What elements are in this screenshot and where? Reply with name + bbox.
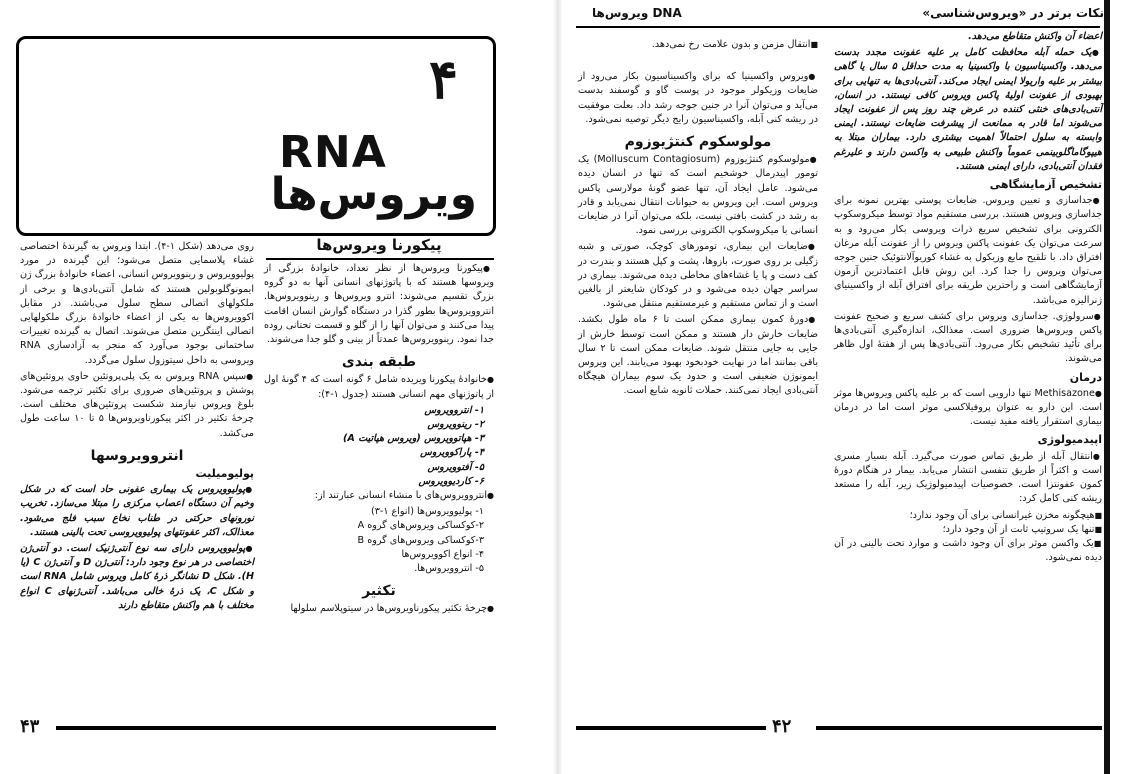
epidemiology-text: ● انتقال آبله از طریق تماس صورت می‌گیرد. آبله بسیار مسری است و اکثراً از طریق تنفسی انتشار می‌یابد. بیمار در هنگام دورهٔ کمون عفونتزا است. خصوصیات اپیدمیولوژیک زیر، آبله را مستعد ریشه کنی کامل کرد: xyxy=(834,450,1102,507)
genus-item: ۶- کاردیوویروس xyxy=(418,475,484,487)
polio-heading: پولیومیلیت xyxy=(195,467,254,481)
enterovirus-heading: انتروویروسها xyxy=(90,447,184,464)
left-page-left-column xyxy=(20,240,254,615)
heading-rule xyxy=(266,258,494,260)
genus-item: ۱- انتروویروس xyxy=(424,404,484,416)
enterovirus-item: ۴- انواع اکوویروس‌ها xyxy=(401,548,484,560)
genus-item: ۳- هپاتوویروس (ویروس هپاتیت A) xyxy=(343,433,484,445)
chapter-rna-label: RNA xyxy=(279,127,387,178)
footer-bar xyxy=(56,726,496,730)
transmission-bullet: ■ انتقال مزمن و بدون علامت رخ نمی‌دهد. xyxy=(578,38,818,52)
immunity-text: ● یک حمله آبله محافظت کامل بر علیه عفونت مجدد بدست می‌دهد. واکسیناسیون با واکسینیا به مدت حداقل ۵ سال یا گاهی بیشتر بر علیه واریولا ایمنی ایجاد می‌کند. آنتی‌بادی‌ها به تنهایی برای بهبودی از عفونت اولیهٔ پاکس ویروس کافی نیستند. در انسان، آنتی‌بادی‌های خنثی کننده در عرض چند روز پس از عفونت ایجاد می‌شوند اما قادر به ممانعت از پیشرفت ضایعات نیستند. ایمنی وابسته به سلول احتمالاً اهمیت بیشتری دارد. بیماران مبتلا به هیپوگاماگلوبینمی عموماً واکنش طبیعی به واکسن دارند و علیرغم فقدان آنتی‌بادی، دارای ایمنی هستند. xyxy=(834,46,1102,174)
replication-continued: روی می‌دهد (شکل ۱-۴). ابتدا ویروس به گیرندهٔ اختصاصی غشاء پلاسمایی متصل می‌شود؛ این گیرنده در مورد پولیوویروس و رینوویروس انسانی، اعضاء خانوادهٔ بزرگ ژن ایمونوگلوبولین هستند که شامل آنتی‌بادی‌ها و برخی از ملکولهای اتصالی سطح سلول می‌باشند. در مقابل اکوویروس‌ها به یکی از اعضاء خانوادهٔ بزرگ ملکولهایی اتصالی اینتگرین متصل می‌شوند. اتصال به گیرنده تغییرات ساختمانی بوجود می‌آورد که منجر به آزادسازی RNA ویروسی به داخل سیتوزول سلول می‌گردد. xyxy=(20,241,254,366)
page-number: ۴۲ xyxy=(772,716,792,737)
running-head-chapter: DNA ویروس‌ها xyxy=(592,6,682,20)
molluscum-heading: مولوسکوم کنتژیوزوم xyxy=(624,134,772,151)
header-rule xyxy=(576,26,1100,28)
footer-bar xyxy=(576,726,766,730)
polio-text: ● پولیوویروس یک بیماری عفونی حاد است که در شکل وخیم آن دستگاه اعصاب مرکزی را مبتلا می‌سازد. تخریب نورونهای حرکتی در طناب نخاع سبب فلج می‌شود. معذالک، اکثر عفونتهای پولیوویروسی تحت بالینی هستند. xyxy=(20,483,254,540)
section-heading-picornavirus: پیکورنا ویروس‌ها xyxy=(316,236,442,254)
vaccinia-text: ● ویروس واکسینیا که برای واکسیناسیون بکار می‌رود از ضایعات وزیکولر موجود در پوست گاو و گوسفند بدست می‌آید و می‌توان آنرا در جنین جوجه رشد داد. بعلت موفقیت در ریشه کنی آبله، واکسیناسیون رایج دیگر توصیه نمی‌شود. xyxy=(578,70,818,127)
treatment-heading: درمان xyxy=(1069,370,1102,384)
polio-antigen-text: ● پولیوویروس دارای سه نوع آنتی‌ژنیک است. دو آنتی‌ژن اختصاصی در هر نوع وجود دارد: آنتی‌ژن D و آنتی‌ژن C (یا H). شکل D نشانگر ذرهٔ کامل ویروس شامل RNA است و شکل C، یک ذرهٔ خالی می‌باشد. آنتی‌ژنهای C انواع مختلف با هم واکنش متقاطع دارند xyxy=(20,542,254,613)
left-page-right-column xyxy=(264,262,494,619)
epidemiology-bullet: ■ هیچگونه مخزن غیرانسانی برای آن وجود ندارد؛ xyxy=(834,509,1102,523)
lesions-text: ● ضایعات این بیماری، تومورهای کوچک، صورتی و شبه زگیلی بر روی صورت، بازوها، پشت و کپل هستند و بندرت در کف دست و پا یا غشاءهای مخاطی دیده می‌شوند. بیماری در سراسر جهان دیده می‌شود و در کودکان شایعتر از بالغین است و از تماس مستقیم و غیرمستقیم منتقل می‌شود. xyxy=(578,240,818,311)
serology-text: ● سرولوژی. جداسازی ویروس برای کشف سریع و صحیح عفونت پاکس ویروس‌ها ضروری است. معذالک، اندازه‌گیری آنتی‌بادی‌ها برای تأئید تشخیص بکار می‌رود. آنتی‌بادی‌ها پس از هفتهٔ اول ظاهر می‌شوند. xyxy=(834,310,1102,367)
polyprotein-text: ● سپس RNA ویروس به یک پلی‌پروتئین حاوی پروتئین‌های پوشش و پروتئین‌های ضروری برای تکثیر ترجمه می‌شود. بلوغ ویروس نیازمند شکست پروتئین‌های مختلف است. چرخهٔ تکثیر در اکثر پیکورناویروس‌ها ۵ تا ۱۰ ساعت طول می‌کشد. xyxy=(20,370,254,441)
cross-reaction-text: اعضاء آن واکنش متقاطع می‌دهد. xyxy=(968,31,1102,42)
enterovirus-item: ۲-کوکساکی ویروس‌های گروه A xyxy=(357,520,484,532)
molluscum-text: ● مولوسکوم کنتژیوزوم (Molluscum Contagiosum) یک تومور اپیدرمال خوشخیم است که تنها در انسان دیده می‌شود. عامل ایجاد آن، تنها عضو گونهٔ مولارسی پاکس ویروس است. این ویروس به حیوانات انتقال نمی‌یابد و قادر به رشد در کشت بافتی نیست، بلکه می‌توان آنرا در ضایعات انسانی با میکروسکوپ الکترونی بررسی نمود. xyxy=(578,153,818,238)
epidemiology-bullet: ■ یک واکسن موثر برای آن وجود داشت و موارد تحت بالینی در آن دیده نمی‌شود. xyxy=(834,537,1102,565)
page-footer xyxy=(16,716,496,737)
book-spine-edge xyxy=(1104,0,1110,774)
replication-text: ● چرخهٔ تکثیر پیکورناویروس‌ها در سیتوپلاسم سلولها xyxy=(264,602,494,616)
right-page-left-column xyxy=(578,38,818,401)
running-head-book-title: نکات برتر در «ویروس‌شناسی» xyxy=(922,6,1104,20)
genus-item: ۴- پاراکوویروس xyxy=(420,447,484,459)
isolation-text: ● جداسازی و تعیین ویروس. ضایعات پوستی بهترین نمونه برای جداسازی ویروس هستند. بررسی مستقیم مواد توسط میکروسکوپ الکترونی برای تشخیص سریع ذرات ویروسی بکار می‌رود و به سرعت می‌توان یک عفونت پاکس ویروس را از عفونت آبله مرغان افتراق داد. با تلقیح مایع وزیکول به غشاء کوریوآلانتوئیک جنین جوجه می‌توان ویروس را جدا کرد. این روش قابل اعتمادترین آزمون آزمایشگاهی است و راحترین طریقه برای افتراق آبله از واکسینیای ژنرالیزه می‌باشد. xyxy=(834,194,1102,308)
treatment-text: ● Methisazone تنها دارویی است که بر علیه پاکس ویروس‌ها موثر است. این دارو به عنوان پروفیلاکسی موثر است اما در درمان بیماری استقرار یافته مفید نیست. xyxy=(834,387,1102,430)
chapter-number: ۴ xyxy=(429,47,459,111)
right-page-right-column xyxy=(834,30,1102,565)
footer-bar xyxy=(816,726,1102,730)
picornavirus-intro: ● پیکورنا ویروس‌ها از نظر تعداد، خانوادهٔ بزرگی از ویروسها هستند که با پاتوژنهای انسانی آنها به دو گروه بزرگ تقسیم می‌شوند: انترو ویروس‌ها و رینوویروس‌ها. انتروویروس‌ها بطور گذرا در دستگاه گوارش انسان اقامت پیدا می‌کنند و می‌توان آنها را از گلو و قسمت تحتانی روده جدا نمود. رینوویروس‌ها عمدتاً از بینی و گلو جدا می‌شوند. xyxy=(264,262,494,347)
incubation-text: ● دورهٔ کمون بیماری ممکن است تا ۶ ماه طول بکشد. ضایعات خارش دار هستند و ممکن است توسط خارش از جایی به جایی منتقل شوند. ضایعات ممکن است تا ۲ سال باقی بمانند اما در نهایت خودبخود بهبود می‌یابند. این ویروس ایمونوژن ضعیفی است و حدود یک سوم بیماران هیچگاه آنتی‌بادی ایجاد نمی‌کنند. حملات ثانویه شایع است. xyxy=(578,313,818,398)
enterovirus-item: ۵- انتروویروس‌ها. xyxy=(414,563,484,575)
page-number: ۴۳ xyxy=(20,716,40,737)
enterovirus-item: ۱- پولیوویروس‌ها (انواع ۱-۳) xyxy=(370,506,484,518)
diagnosis-heading: تشخیص آزمایشگاهی xyxy=(989,178,1102,192)
epidemiology-heading: اپیدمیولوژی xyxy=(1037,433,1102,447)
classification-intro: ● خانوادهٔ پیکورنا ویریده شامل ۶ گونه است که ۴ گونهٔ اول از پاتوژنهای مهم انسانی هستند (جدول ۱-۴): xyxy=(264,373,494,401)
genus-item: ۲- رینوویروس xyxy=(427,419,484,431)
page-footer xyxy=(576,716,1102,737)
right-page xyxy=(562,0,1114,774)
chapter-title: ویروس‌ها xyxy=(270,169,477,220)
replication-heading: تکثیر xyxy=(362,583,396,600)
chapter-title-box xyxy=(16,36,496,236)
left-page xyxy=(0,0,555,774)
enterovirus-item: ۳-کوکساکی ویروس‌های گروه B xyxy=(357,534,484,546)
enterovirus-intro: ● انتروویروس‌های با منشاء انسانی عبارتند از: xyxy=(264,489,494,503)
epidemiology-bullet: ■ تنها یک سروتیپ ثابت از آن وجود دارد؛ xyxy=(834,523,1102,537)
classification-heading: طبقه بندی xyxy=(341,354,417,371)
genus-item: ۵- آفتوویروس xyxy=(427,461,484,473)
